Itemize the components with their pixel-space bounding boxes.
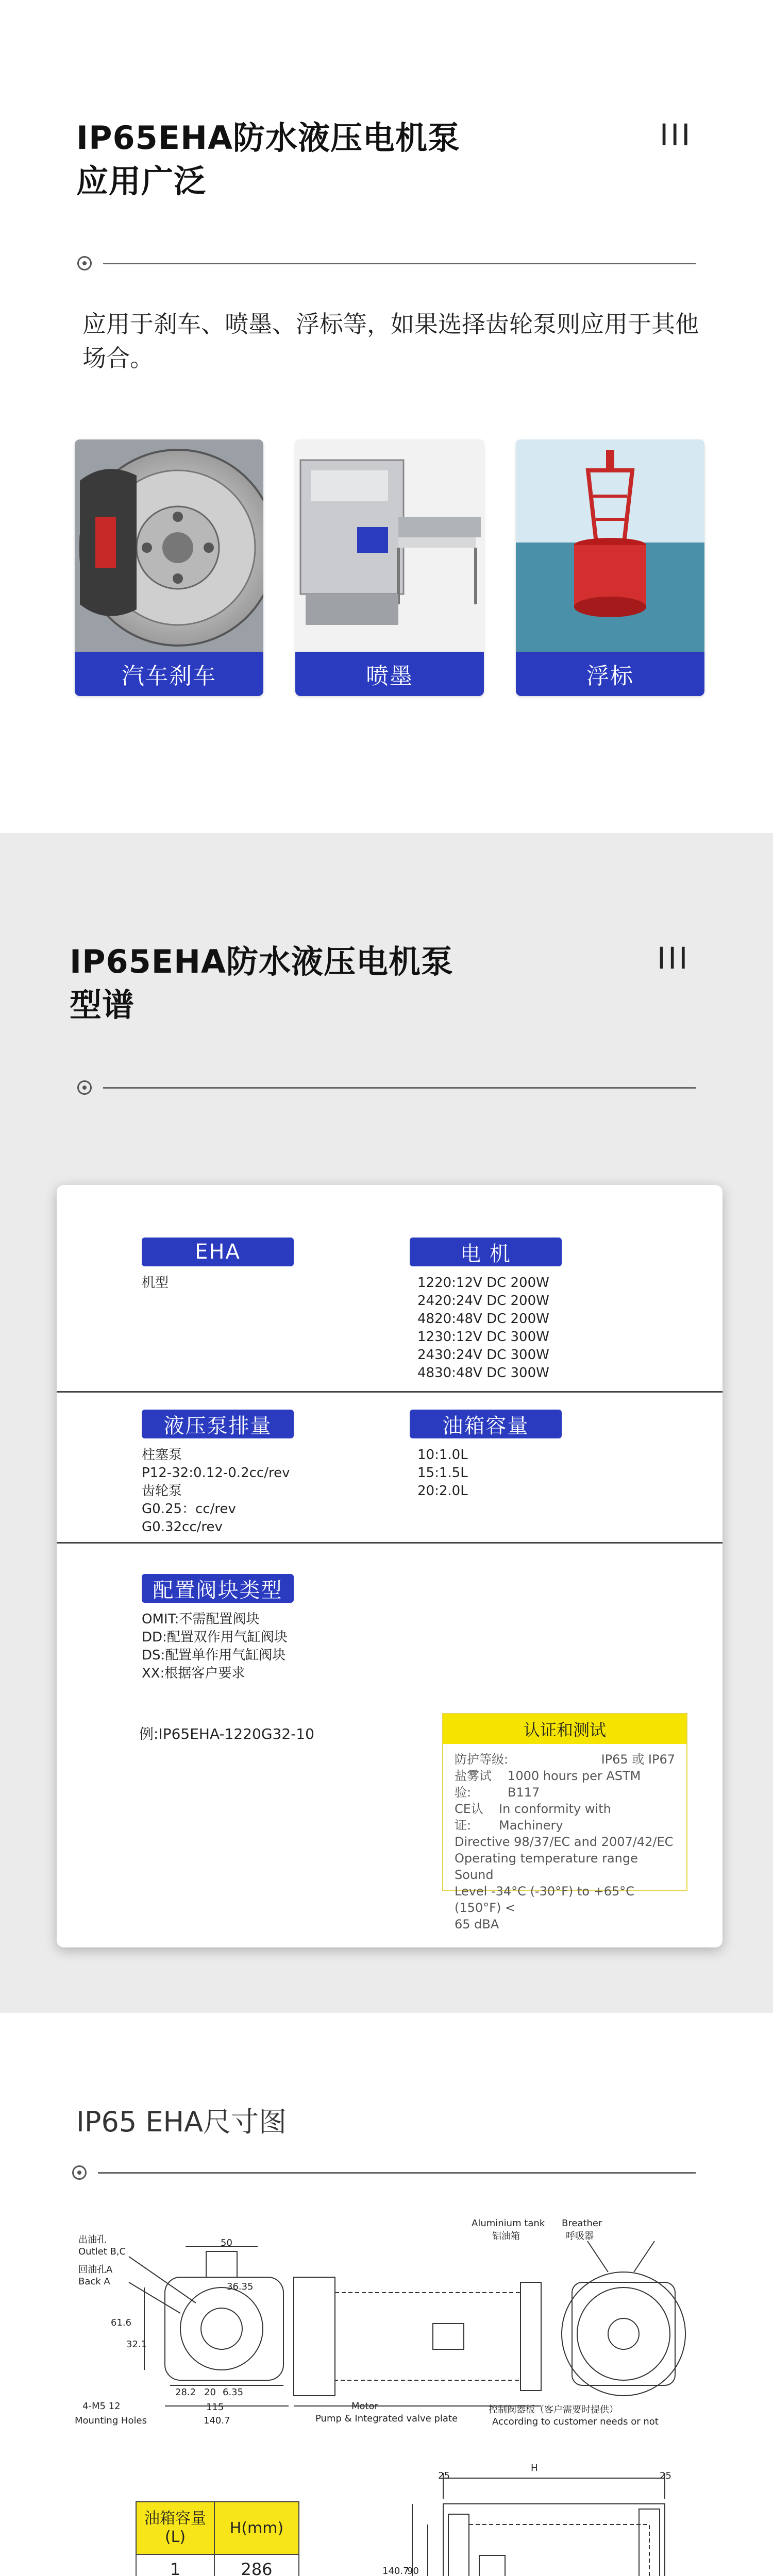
buoy-image <box>516 439 704 656</box>
cert-key: CE认证: <box>455 1802 483 1833</box>
pump-line: 柱塞泵 <box>142 1447 182 1463</box>
dimension-value: 36.35 <box>227 2281 254 2292</box>
cert-text: 65 dBA <box>455 1917 499 1931</box>
brake-disc-image <box>75 439 263 656</box>
tank-line: 10:1.0L <box>417 1447 468 1463</box>
motor-line: 1230:12V DC 300W <box>417 1329 549 1345</box>
return-label-en: Back A <box>78 2276 110 2287</box>
target-icon <box>77 256 92 270</box>
motor-line: 1220:12V DC 200W <box>417 1275 549 1291</box>
table-row: 1 286 <box>136 2554 299 2576</box>
section2-title: IP65EHA防水液压电机泵 型谱 <box>70 943 454 1024</box>
application-card-brake[interactable] <box>75 439 263 696</box>
dimension-value: 140.7 <box>204 2415 230 2426</box>
application-label: 汽车刹车 <box>75 652 263 696</box>
cert-text: Level -34°C (-30°F) to +65°C (150°F) < <box>455 1884 635 1915</box>
spec-card <box>57 1185 722 1947</box>
cert-value: 1000 hours per ASTM B117 <box>508 1769 641 1800</box>
length-dimension-drawing <box>381 2468 701 2576</box>
tank-label: 铝油箱 <box>492 2231 520 2242</box>
valve-line: DS:配置单作用气缸阀块 <box>142 1648 286 1663</box>
motor-line: 2420:24V DC 200W <box>417 1293 549 1309</box>
valve-tag: 配置阀块类型 <box>142 1574 294 1603</box>
dimension-drawing <box>62 2210 721 2447</box>
valve-line: DD:配置双作用气缸阀块 <box>142 1630 288 1645</box>
valve-line: OMIT:不需配置阀块 <box>142 1612 260 1627</box>
target-icon <box>77 1080 92 1095</box>
section1-title: IP65EHA防水液压电机泵 应用广泛 <box>76 119 461 200</box>
oil-capacity-table <box>136 2501 299 2576</box>
dimension-value: 32.1 <box>126 2339 147 2350</box>
section-divider <box>77 1080 696 1095</box>
valve-line: XX:根据客户要求 <box>142 1666 245 1681</box>
application-label: 喷墨 <box>295 652 484 696</box>
dimension-value: 25 <box>660 2470 671 2481</box>
certification-title: 认证和测试 <box>443 1714 686 1744</box>
dimension-value: 25 <box>438 2470 450 2481</box>
table-header: 油箱容量 (L) <box>136 2502 214 2554</box>
cert-key: 盐雾试验: <box>455 1769 492 1800</box>
cert-text: Directive 98/37/EC and 2007/42/EC <box>455 1835 674 1849</box>
pump-tag: 液压泵排量 <box>142 1410 294 1438</box>
eha-tag: EHA <box>142 1238 294 1266</box>
table-header: H(mm) <box>214 2502 299 2554</box>
breather-label-en: Breather <box>562 2218 602 2229</box>
application-card-buoy[interactable] <box>516 439 704 696</box>
pump-line: P12-32:0.12-0.2cc/rev <box>142 1465 290 1481</box>
spec-separator <box>57 1391 722 1393</box>
dimension-value: 140.7 <box>382 2566 409 2576</box>
tank-tag: 油箱容量 <box>410 1410 562 1438</box>
motor-label: Motor <box>351 2401 379 2412</box>
dimension-value: H <box>531 2463 538 2473</box>
target-icon <box>72 2165 87 2180</box>
model-example: 例:IP65EHA-1220G32-10 <box>139 1725 314 1742</box>
application-description: 应用于刹车、喷墨、浮标等，如果选择齿轮泵则应用于其他场合。 <box>82 310 699 372</box>
cert-key: 防护等级: <box>455 1752 509 1767</box>
certification-box <box>442 1713 687 1931</box>
valve-label: Pump & Integrated valve plate <box>315 2413 458 2424</box>
eha-desc: 机型 <box>142 1275 169 1291</box>
dimension-value: 28.2 <box>175 2387 196 2398</box>
dimension-value: 115 <box>206 2402 224 2413</box>
motor-line: 4830:48V DC 300W <box>417 1365 549 1381</box>
dimension-value: 6.35 <box>223 2387 244 2398</box>
tank-line: 15:1.5L <box>417 1465 468 1481</box>
cert-text: Operating temperature range Sound <box>455 1851 638 1882</box>
pump-line: G0.25：cc/rev <box>142 1501 236 1517</box>
motor-line: 2430:24V DC 300W <box>417 1347 549 1363</box>
control-label: 控制阀器板（客户需要时提供） <box>489 2404 618 2415</box>
tank-label-en: Aluminium tank <box>472 2218 545 2229</box>
control-label-en: According to customer needs or not <box>492 2416 659 2427</box>
dimension-value: 20 <box>204 2387 216 2398</box>
motor-line: 4820:48V DC 200W <box>417 1311 549 1327</box>
section-divider <box>77 256 696 270</box>
outlet-label-en: Outlet B,C <box>78 2246 126 2257</box>
section-divider <box>72 2165 696 2180</box>
pump-line: G0.32cc/rev <box>142 1519 223 1535</box>
cert-value: IP65 或 IP67 <box>601 1752 675 1767</box>
application-card-inkjet[interactable] <box>295 439 484 696</box>
pump-line: 齿轮泵 <box>142 1483 182 1499</box>
dimension-title: IP65 EHA尺寸图 <box>76 2106 287 2138</box>
dimension-value: 50 <box>221 2238 232 2248</box>
tank-line: 20:2.0L <box>417 1483 468 1499</box>
breather-label: 呼吸器 <box>566 2231 594 2242</box>
menu-icon[interactable]: III <box>657 941 690 976</box>
cert-value: In conformity with Machinery <box>499 1802 611 1833</box>
menu-icon[interactable]: III <box>660 117 693 152</box>
motor-tag: 电 机 <box>410 1238 562 1266</box>
return-label: 回油孔A <box>78 2264 113 2275</box>
dimension-value: 90 <box>407 2566 419 2576</box>
inkjet-machine-image <box>295 439 484 656</box>
application-label: 浮标 <box>516 652 704 696</box>
spec-separator <box>57 1542 722 1544</box>
outlet-label: 出油孔 <box>78 2234 106 2245</box>
mounting-label-en: Mounting Holes <box>75 2415 147 2426</box>
mounting-label: 4-M5 12 <box>82 2401 121 2412</box>
dimension-value: 61.6 <box>111 2317 132 2328</box>
